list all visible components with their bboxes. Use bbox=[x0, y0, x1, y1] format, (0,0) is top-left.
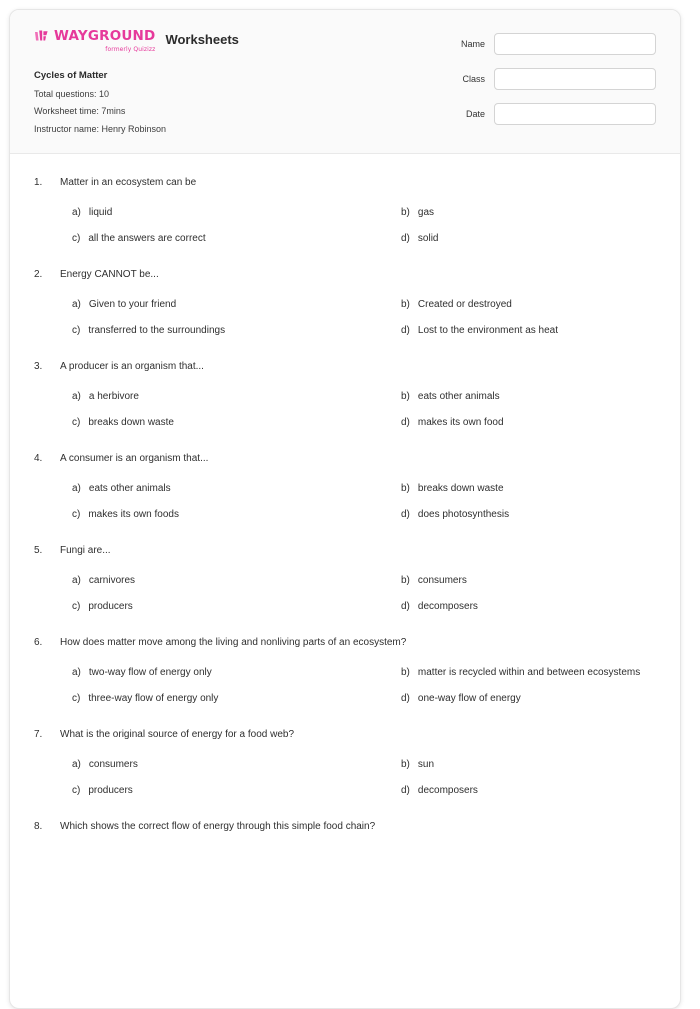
option-label: does photosynthesis bbox=[417, 509, 510, 521]
answer-option[interactable] bbox=[72, 232, 401, 245]
question-text: Fungi are... bbox=[60, 545, 111, 557]
total-questions-text: Total questions: 10 bbox=[34, 88, 110, 99]
option-label: producers bbox=[88, 785, 133, 797]
answer-option[interactable] bbox=[401, 206, 656, 219]
answer-option[interactable] bbox=[401, 298, 656, 311]
class-label: Class bbox=[462, 74, 485, 84]
answer-option[interactable] bbox=[401, 784, 656, 797]
option-row bbox=[72, 298, 656, 311]
answer-option[interactable] bbox=[401, 758, 656, 771]
option-letter: d) bbox=[401, 785, 410, 797]
question-item bbox=[34, 360, 656, 429]
question-number: 4. bbox=[34, 453, 43, 465]
question-number: 7. bbox=[34, 729, 43, 741]
option-label: three-way flow of energy only bbox=[88, 693, 219, 705]
answer-option[interactable] bbox=[72, 416, 401, 429]
name-field-row bbox=[420, 33, 656, 55]
option-letter: d) bbox=[401, 601, 410, 613]
question-item bbox=[34, 176, 656, 245]
logo-lockup bbox=[34, 30, 155, 44]
option-row bbox=[72, 574, 656, 587]
option-label: Lost to the environment as heat bbox=[417, 325, 558, 337]
question-heading bbox=[34, 360, 656, 373]
option-letter: b) bbox=[401, 667, 410, 679]
answer-option[interactable] bbox=[72, 298, 401, 311]
question-item bbox=[34, 728, 656, 797]
option-label: matter is recycled within and between ecosystems bbox=[417, 667, 641, 679]
option-label: consumers bbox=[88, 759, 138, 771]
logo-wordmark: WAYGROUND bbox=[54, 28, 156, 44]
option-label: all the answers are correct bbox=[88, 233, 206, 245]
question-item bbox=[34, 544, 656, 613]
option-letter: d) bbox=[401, 325, 410, 337]
worksheet-time-text: Worksheet time: 7mins bbox=[34, 106, 126, 117]
wayground-logo-icon bbox=[34, 30, 51, 43]
question-number: 2. bbox=[34, 269, 43, 281]
option-label: gas bbox=[417, 207, 435, 219]
option-letter: c) bbox=[72, 601, 81, 613]
option-letter: d) bbox=[401, 233, 410, 245]
question-heading bbox=[34, 452, 656, 465]
answer-option[interactable] bbox=[401, 574, 656, 587]
date-field-row bbox=[420, 103, 656, 125]
question-text: Matter in an ecosystem can be bbox=[60, 177, 197, 189]
class-input[interactable] bbox=[494, 68, 656, 90]
name-label: Name bbox=[460, 39, 485, 49]
option-row bbox=[72, 390, 656, 403]
answer-option[interactable] bbox=[72, 600, 401, 613]
option-grid bbox=[34, 482, 656, 521]
option-letter: a) bbox=[72, 299, 81, 311]
option-label: one-way flow of energy bbox=[417, 693, 521, 705]
answer-option[interactable] bbox=[401, 416, 656, 429]
option-letter: c) bbox=[72, 693, 81, 705]
option-label: Given to your friend bbox=[88, 299, 177, 311]
option-letter: d) bbox=[401, 509, 410, 521]
option-label: solid bbox=[417, 233, 439, 245]
option-label: Created or destroyed bbox=[417, 299, 512, 311]
question-number: 3. bbox=[34, 361, 43, 373]
answer-option[interactable] bbox=[72, 666, 401, 679]
page-title: Worksheets bbox=[165, 32, 239, 47]
option-label: makes its own food bbox=[417, 417, 504, 429]
option-letter: b) bbox=[401, 207, 410, 219]
answer-option[interactable] bbox=[401, 666, 656, 679]
question-text: What is the original source of energy for a food web? bbox=[60, 729, 295, 741]
option-label: decomposers bbox=[417, 785, 478, 797]
question-number: 1. bbox=[34, 177, 43, 189]
question-heading bbox=[34, 820, 656, 833]
option-row bbox=[72, 666, 656, 679]
worksheet-page bbox=[9, 9, 681, 1009]
option-label: a herbivore bbox=[88, 391, 139, 403]
option-row bbox=[72, 692, 656, 705]
option-label: liquid bbox=[88, 207, 113, 219]
answer-option[interactable] bbox=[72, 206, 401, 219]
answer-option[interactable] bbox=[401, 232, 656, 245]
option-letter: d) bbox=[401, 417, 410, 429]
question-heading bbox=[34, 176, 656, 189]
option-letter: a) bbox=[72, 207, 81, 219]
option-letter: b) bbox=[401, 759, 410, 771]
worksheet-meta bbox=[34, 70, 239, 136]
option-letter: b) bbox=[401, 299, 410, 311]
option-grid bbox=[34, 206, 656, 245]
date-input[interactable] bbox=[494, 103, 656, 125]
worksheet-title: Cycles of Matter bbox=[34, 69, 108, 81]
option-label: eats other animals bbox=[417, 391, 500, 403]
option-label: producers bbox=[88, 601, 133, 613]
option-letter: a) bbox=[72, 759, 81, 771]
option-label: transferred to the surroundings bbox=[88, 325, 226, 337]
name-input[interactable] bbox=[494, 33, 656, 55]
option-letter: c) bbox=[72, 417, 81, 429]
option-letter: b) bbox=[401, 391, 410, 403]
brand-logo bbox=[34, 30, 155, 53]
question-item bbox=[34, 636, 656, 705]
question-heading bbox=[34, 636, 656, 649]
answer-option[interactable] bbox=[401, 482, 656, 495]
class-field-row bbox=[420, 68, 656, 90]
logo-subtitle: formerly Quizizz bbox=[105, 45, 156, 53]
option-letter: c) bbox=[72, 233, 81, 245]
question-heading bbox=[34, 728, 656, 741]
answer-option[interactable] bbox=[401, 508, 656, 521]
question-heading bbox=[34, 268, 656, 281]
question-number: 8. bbox=[34, 821, 43, 833]
question-heading bbox=[34, 544, 656, 557]
option-letter: a) bbox=[72, 391, 81, 403]
option-letter: d) bbox=[401, 693, 410, 705]
question-text: Energy CANNOT be... bbox=[60, 269, 159, 281]
option-letter: b) bbox=[401, 483, 410, 495]
question-number: 6. bbox=[34, 637, 43, 649]
question-number: 5. bbox=[34, 545, 43, 557]
option-letter: c) bbox=[72, 325, 81, 337]
brand-row bbox=[34, 30, 239, 53]
answer-option[interactable] bbox=[72, 784, 401, 797]
question-item bbox=[34, 820, 656, 833]
option-row bbox=[72, 758, 656, 771]
option-letter: c) bbox=[72, 509, 81, 521]
answer-option[interactable] bbox=[72, 324, 401, 337]
answer-option[interactable] bbox=[72, 574, 401, 587]
option-row bbox=[72, 206, 656, 219]
option-label: breaks down waste bbox=[88, 417, 174, 429]
instructor-name-text: Instructor name: Henry Robinson bbox=[34, 124, 167, 135]
option-grid bbox=[34, 666, 656, 705]
option-letter: a) bbox=[72, 483, 81, 495]
option-row bbox=[72, 232, 656, 245]
question-text: How does matter move among the living and nonliving parts of an ecosystem? bbox=[60, 637, 407, 649]
worksheet-header bbox=[10, 10, 680, 154]
answer-option[interactable] bbox=[72, 692, 401, 705]
option-label: decomposers bbox=[417, 601, 478, 613]
option-row bbox=[72, 416, 656, 429]
option-letter: a) bbox=[72, 667, 81, 679]
option-label: carnivores bbox=[88, 575, 136, 587]
option-label: makes its own foods bbox=[88, 509, 179, 521]
answer-option[interactable] bbox=[72, 508, 401, 521]
answer-option[interactable] bbox=[72, 482, 401, 495]
option-grid bbox=[34, 298, 656, 337]
option-grid bbox=[34, 574, 656, 613]
answer-option[interactable] bbox=[401, 692, 656, 705]
option-letter: a) bbox=[72, 575, 81, 587]
answer-option[interactable] bbox=[401, 390, 656, 403]
question-item bbox=[34, 268, 656, 337]
question-text: A consumer is an organism that... bbox=[60, 453, 209, 465]
option-row bbox=[72, 784, 656, 797]
option-row bbox=[72, 482, 656, 495]
option-row bbox=[72, 600, 656, 613]
option-grid bbox=[34, 390, 656, 429]
option-letter: c) bbox=[72, 785, 81, 797]
questions-list bbox=[10, 154, 680, 833]
answer-option[interactable] bbox=[72, 758, 401, 771]
option-label: two-way flow of energy only bbox=[88, 667, 212, 679]
header-left-column bbox=[34, 26, 239, 135]
answer-option[interactable] bbox=[401, 324, 656, 337]
option-label: eats other animals bbox=[88, 483, 171, 495]
option-row bbox=[72, 508, 656, 521]
option-grid bbox=[34, 758, 656, 797]
question-text: Which shows the correct flow of energy through this simple food chain? bbox=[60, 821, 376, 833]
option-letter: b) bbox=[401, 575, 410, 587]
date-label: Date bbox=[465, 109, 485, 119]
student-info-form bbox=[420, 26, 656, 125]
question-item bbox=[34, 452, 656, 521]
option-label: consumers bbox=[417, 575, 467, 587]
option-label: breaks down waste bbox=[417, 483, 504, 495]
answer-option[interactable] bbox=[72, 390, 401, 403]
question-text: A producer is an organism that... bbox=[60, 361, 204, 373]
option-row bbox=[72, 324, 656, 337]
option-label: sun bbox=[417, 759, 435, 771]
answer-option[interactable] bbox=[401, 600, 656, 613]
